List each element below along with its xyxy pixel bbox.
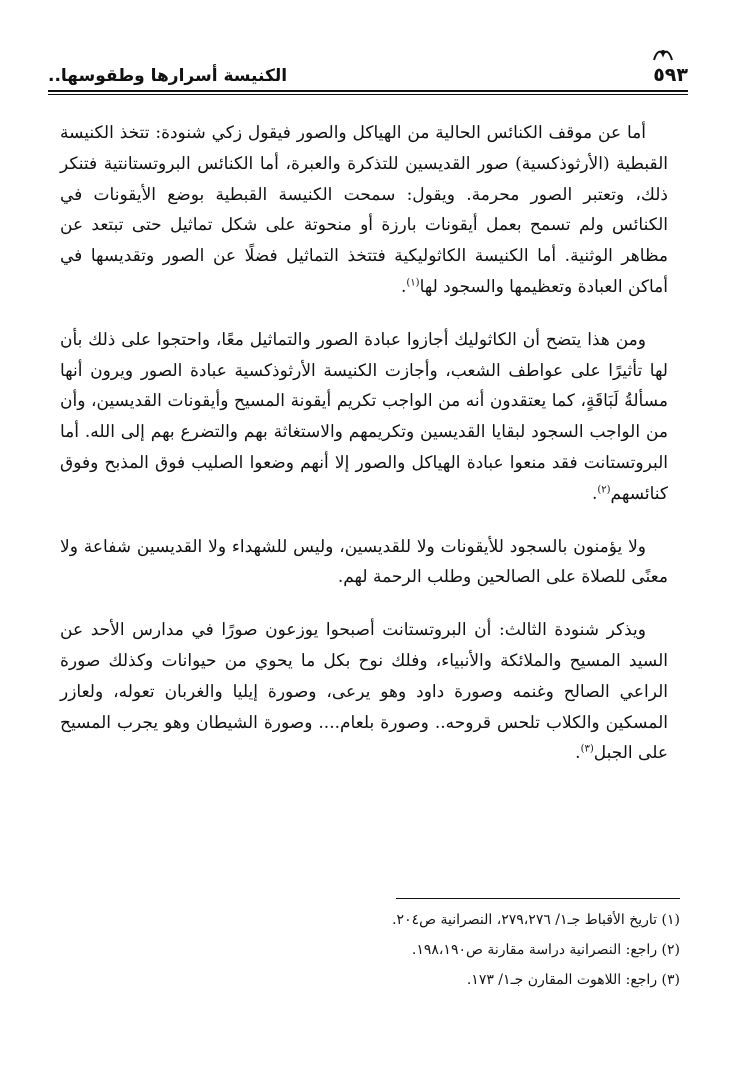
footnote-2: (٢) راجع: النصرانية دراسة مقارنة ص١٩٨،١٩٠. <box>411 942 680 958</box>
page-number <box>653 64 688 88</box>
page-number-text: ٥٩٣ <box>653 64 688 86</box>
footnote-ref-3: (٣) <box>580 743 594 755</box>
running-title: الكنيسة أسرارها وطقوسها.. <box>48 66 288 86</box>
running-header <box>48 52 688 88</box>
paragraph-2 <box>60 325 668 510</box>
paragraph-4 <box>60 615 668 769</box>
paragraph-3 <box>60 532 668 594</box>
footnote-ref-1: (١) <box>406 277 420 289</box>
body-text <box>60 118 668 791</box>
paragraph-tail: . <box>400 276 407 297</box>
paragraph-text: ويذكر شنودة الثالث: أن البروتستانت أصبحوا يوزعون صورًا في مدارس الأحد عن السيد المسيح والملائكة والأنبياء، وفلك نوح بكل ما يحوي من حيوانات وكذلك صورة الراعي الصالح وغنمه وصورة داود وهو يرعى، وصورة إيليا والغربان تعوله، ولعازر المسكين والكلاب تلحس قروحه.. وصورة بلعام.... وصورة الشيطان وهو يجرب المسيح على الجبل <box>60 620 668 764</box>
paragraph-text: ومن هذا يتضح أن الكاثوليك أجازوا عبادة الصور والتماثيل معًا، واحتجوا على ذلك بأن لها تأثيرًا على عواطف الشعب، وأجازت الكنيسة الأرثوذكسية عبادة الصور ويرون أنها مسألةُ لَبَاقَةٍ، كما يعتقدون أنه من الواجب تكريم أيقونة المسيح وأيقونات القديسين، وأن من الواجب السجود لبقايا القديسين وتكريمهم والاستغاثة بهم والتضرع بهم إلى الله. أما البروتستانت فقد منعوا عبادة الهياكل والصور إلا أنهم وضعوا الصليب فوق المذبح وفوق كنائسهم <box>60 329 668 504</box>
ornament-icon <box>652 48 674 62</box>
footnote-separator <box>396 898 680 899</box>
footnote-ref-2: (٢) <box>597 484 611 496</box>
footnote-1: (١) تاريخ الأقباط جـ١/ ٢٧٩،٢٧٦، النصرانية ص٢٠٤. <box>392 912 680 928</box>
footnote-3: (٣) راجع: اللاهوت المقارن جـ١/ ١٧٣. <box>466 972 680 988</box>
paragraph-1 <box>60 118 668 303</box>
footnotes <box>60 905 680 995</box>
paragraph-text: أما عن موقف الكنائس الحالية من الهياكل والصور فيقول زكي شنودة: تتخذ الكنيسة القبطية (الأرثوذكسية) صور القديسين للتذكرة والعبرة، أما الكنائس البروتستانتية فتنكر ذلك، وتعتبر الصور محرمة. ويقول: سمحت الكنيسة القبطية بوضع الأيقونات في الكنائس ولم تسمح بعمل أيقونات بارزة أو منحوتة على شكل تماثيل حتى تبتعد عن مظاهر الوثنية. أما الكنيسة الكاثوليكية فتتخذ التماثيل فضلًا عن الصور وتقديسها في أماكن العبادة وتعظيمها والسجود لها <box>60 123 668 297</box>
paragraph-text: ولا يؤمنون بالسجود للأيقونات ولا للقديسين، وليس للشهداء ولا القديسين شفاعة ولا معنًى للصلاة على الصالحين وطلب الرحمة لهم. <box>60 536 668 588</box>
header-rule-thin <box>48 94 688 95</box>
paragraph-tail: . <box>575 743 581 764</box>
header-rule <box>48 90 688 92</box>
paragraph-tail: . <box>591 483 598 504</box>
